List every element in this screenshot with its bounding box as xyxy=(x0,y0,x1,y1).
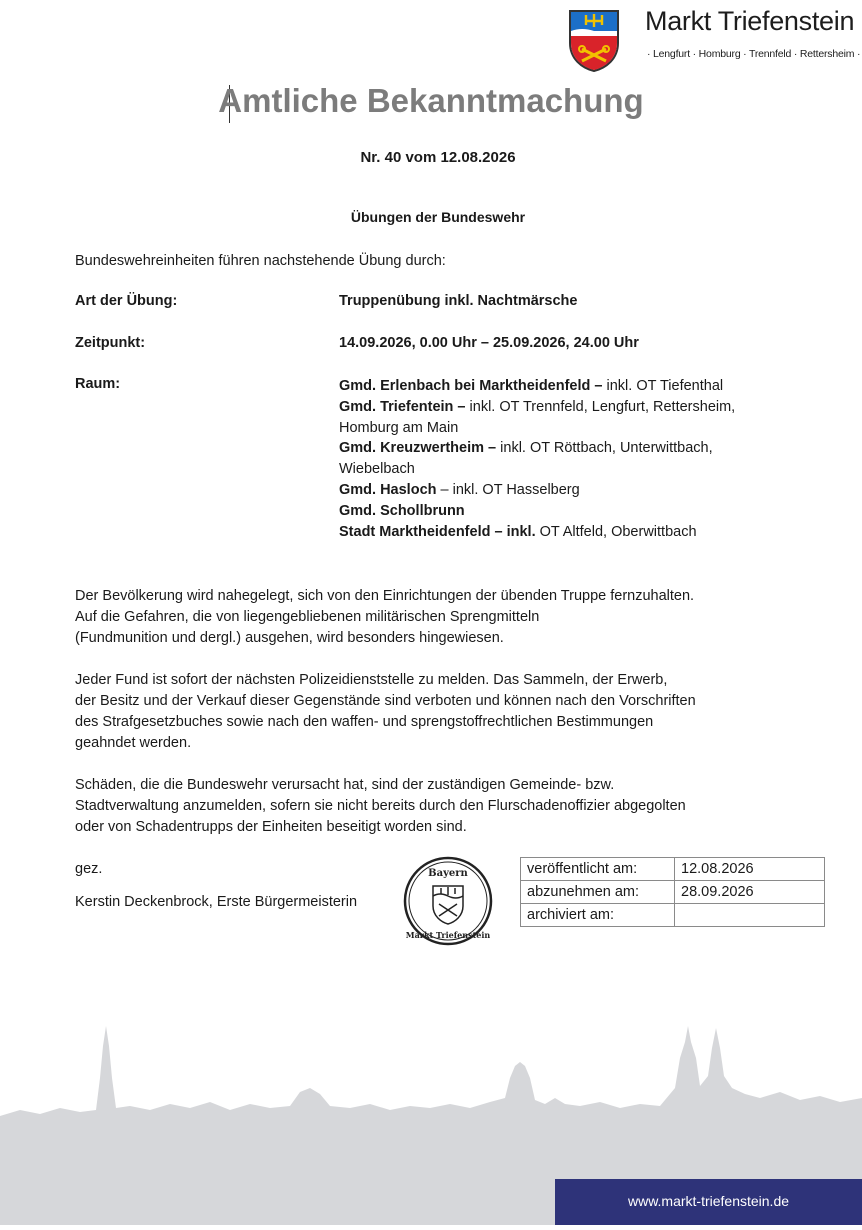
art-value: Truppenübung inkl. Nachtmärsche xyxy=(339,293,578,309)
raum-line: Wiebelbach xyxy=(339,461,415,478)
official-seal-icon xyxy=(403,856,493,946)
paragraph-warning: Der Bevölkerung wird nahegelegt, sich von den Einrichtungen der übenden Truppe fernzuhalten. Auf die Gefahren, die von liegengebliebenen militärischen Sprengmitteln (Fundmunition und dergl.) ausgehen, wird besonders hingewiesen. xyxy=(75,588,695,646)
paragraph-damages: Schäden, die die Bundeswehr verursacht hat, sind der zuständigen Gemeinde- bzw. Stadtverwaltung anzumelden, sofern sie nicht bereits durch den Flurschadenoffizier abgegolten oder von Schadentrupps der Einheiten beseitigt worden sind. xyxy=(75,777,686,835)
art-label: Art der Übung: xyxy=(75,293,178,309)
coat-of-arms-icon xyxy=(566,9,622,73)
zeit-value: 14.09.2026, 0.00 Uhr – 25.09.2026, 24.00 Uhr xyxy=(339,335,639,351)
publication-table xyxy=(520,857,825,927)
archived-value xyxy=(675,904,825,927)
website-link[interactable]: www.markt-triefenstein.de xyxy=(627,1193,790,1209)
published-value: 12.08.2026 xyxy=(675,858,825,881)
raum-line: Gmd. Hasloch – inkl. OT Hasselberg xyxy=(339,481,580,498)
subject-heading: Übungen der Bundeswehr xyxy=(350,209,526,225)
table-row xyxy=(521,858,825,881)
svg-text:Markt Triefenstein: Markt Triefenstein xyxy=(405,930,491,940)
table-row xyxy=(521,881,825,904)
intro-text: Bundeswehreinheiten führen nachstehende Übung durch: xyxy=(75,253,446,269)
remove-label: abzunehmen am: xyxy=(521,881,675,904)
raum-line: Stadt Marktheidenfeld – inkl. OT Altfeld, Oberwittbach xyxy=(339,523,697,540)
raum-line: Gmd. Erlenbach bei Marktheidenfeld – inkl. OT Tiefenthal xyxy=(339,378,724,394)
published-label: veröffentlicht am: xyxy=(521,858,675,881)
signature-gez: gez. xyxy=(75,861,103,877)
svg-text:Bayern: Bayern xyxy=(428,868,468,879)
table-row xyxy=(521,904,825,927)
raum-line: Gmd. Kreuzwertheim – inkl. OT Röttbach, Unterwittbach, xyxy=(339,440,713,457)
raum-list xyxy=(339,376,735,542)
issue-number: Nr. 40 vom 12.08.2026 xyxy=(360,149,516,166)
signature-name: Kerstin Deckenbrock, Erste Bürgermeisterin xyxy=(75,894,358,910)
archived-label: archiviert am: xyxy=(521,904,675,927)
remove-value: 28.09.2026 xyxy=(675,881,825,904)
zeit-label: Zeitpunkt: xyxy=(75,335,146,351)
raum-label: Raum: xyxy=(75,376,121,392)
page-title: Amtliche Bekanntmachung xyxy=(218,82,644,119)
raum-line: Gmd. Schollbrunn xyxy=(339,502,465,519)
raum-line: Gmd. Triefentein – inkl. OT Trennfeld, Lengfurt, Rettersheim, xyxy=(339,398,736,415)
brand-name: Markt Triefenstein xyxy=(645,6,855,36)
brand-subtitle: · Lengfurt · Homburg · Trennfeld · Rettersheim · xyxy=(647,48,861,60)
paragraph-report: Jeder Fund ist sofort der nächsten Polizeidienststelle zu melden. Das Sammeln, der Erwerb, der Besitz und der Verkauf dieser Gegenstände sind verboten und können nach den Vorschriften des Strafgesetzbuches sowie nach den waffen- und sprengstoffrechtlichen Bestimmungen geahndet werden. xyxy=(75,672,696,751)
raum-line: Homburg am Main xyxy=(339,419,459,436)
